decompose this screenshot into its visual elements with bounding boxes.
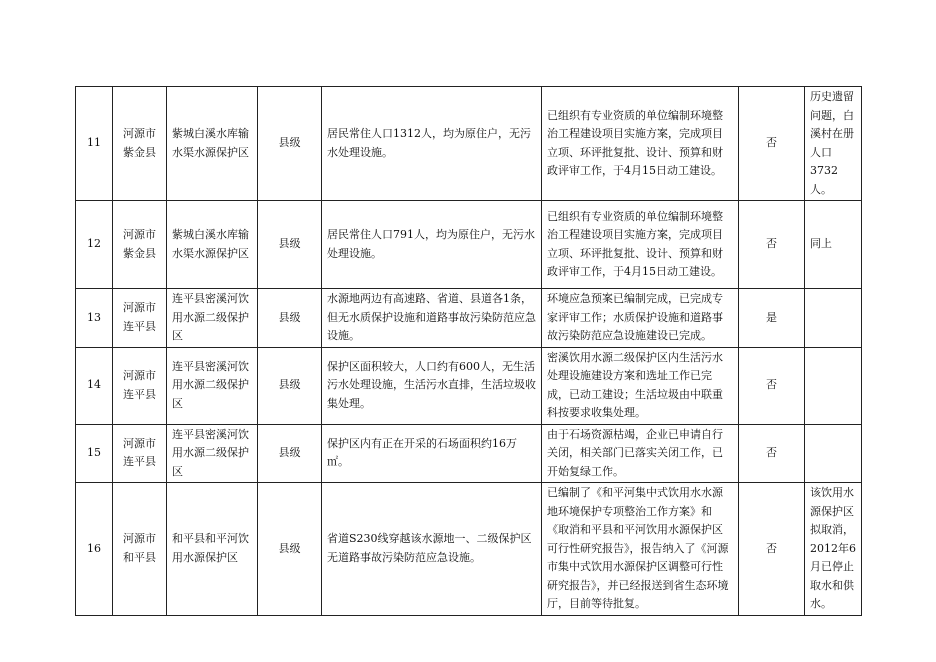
city-county: 河源市连平县 bbox=[113, 347, 167, 424]
completed-flag: 否 bbox=[739, 201, 805, 289]
area-level: 县级 bbox=[258, 483, 322, 616]
remediation-progress: 环境应急预案已编制完成，已完成专家评审工作；水质保护设施和道路事故污染防范应急设施建设已完成。 bbox=[542, 289, 739, 348]
remediation-progress: 已组织有专业资质的单位编制环境整治工程建设项目实施方案，完成项目立项、环评批复批、设计、预算和财政评审工作，于4月15日动工建设。 bbox=[542, 87, 739, 201]
water-source-area: 连平县密溪河饮用水源二级保护区 bbox=[167, 289, 258, 348]
problem-description: 水源地两边有高速路、省道、县道各1条，但无水质保护设施和道路事故污染防范应急设施。 bbox=[322, 289, 542, 348]
remarks bbox=[805, 289, 862, 348]
problem-description: 省道S230线穿越该水源地一、二级保护区无道路事故污染防范应急设施。 bbox=[322, 483, 542, 616]
completed-flag: 是 bbox=[739, 289, 805, 348]
row-number: 13 bbox=[76, 289, 113, 348]
city-county: 河源市连平县 bbox=[113, 289, 167, 348]
city-county: 河源市和平县 bbox=[113, 483, 167, 616]
water-source-area: 连平县密溪河饮用水源二级保护区 bbox=[167, 347, 258, 424]
water-source-area: 紫城白溪水库输水渠水源保护区 bbox=[167, 87, 258, 201]
table-row bbox=[76, 483, 862, 616]
table-row bbox=[76, 347, 862, 424]
table-row bbox=[76, 87, 862, 201]
remediation-progress: 已编制了《和平河集中式饮用水水源地环境保护专项整治工作方案》和《取消和平县和平河饮用水源保护区可行性研究报告》，报告纳入了《河源市集中式饮用水源保护区调整可行性研究报告》，并已经报送到省生态环境厅，目前等待批复。 bbox=[542, 483, 739, 616]
row-number: 11 bbox=[76, 87, 113, 201]
row-number: 12 bbox=[76, 201, 113, 289]
table-row bbox=[76, 201, 862, 289]
table-row bbox=[76, 289, 862, 348]
remediation-progress: 密溪饮用水源二级保护区内生活污水处理设施建设方案和选址工作已完成，已动工建设；生活垃圾由中联重科按要求收集处理。 bbox=[542, 347, 739, 424]
city-county: 河源市紫金县 bbox=[113, 201, 167, 289]
area-level: 县级 bbox=[258, 289, 322, 348]
completed-flag: 否 bbox=[739, 87, 805, 201]
area-level: 县级 bbox=[258, 201, 322, 289]
table-row bbox=[76, 424, 862, 483]
completed-flag: 否 bbox=[739, 424, 805, 483]
city-county: 河源市连平县 bbox=[113, 424, 167, 483]
area-level: 县级 bbox=[258, 87, 322, 201]
area-level: 县级 bbox=[258, 424, 322, 483]
remediation-progress: 已组织有专业资质的单位编制环境整治工程建设项目实施方案，完成项目立项、环评批复批、设计、预算和财政评审工作，于4月15日动工建设。 bbox=[542, 201, 739, 289]
remarks bbox=[805, 347, 862, 424]
row-number: 15 bbox=[76, 424, 113, 483]
water-source-area: 和平县和平河饮用水源保护区 bbox=[167, 483, 258, 616]
problem-description: 保护区内有正在开采的石场面积约16万㎡。 bbox=[322, 424, 542, 483]
remarks bbox=[805, 424, 862, 483]
problem-description: 居民常住人口791人，均为原住户，无污水处理设施。 bbox=[322, 201, 542, 289]
water-source-area: 连平县密溪河饮用水源二级保护区 bbox=[167, 424, 258, 483]
water-source-area: 紫城白溪水库输水渠水源保护区 bbox=[167, 201, 258, 289]
remediation-progress: 由于石场资源枯竭，企业已申请自行关闭，相关部门已落实关闭工作，已开始复绿工作。 bbox=[542, 424, 739, 483]
remarks: 历史遗留问题，白溪村在册人口3732人。 bbox=[805, 87, 862, 201]
problem-description: 居民常住人口1312人，均为原住户，无污水处理设施。 bbox=[322, 87, 542, 201]
area-level: 县级 bbox=[258, 347, 322, 424]
row-number: 16 bbox=[76, 483, 113, 616]
completed-flag: 否 bbox=[739, 483, 805, 616]
remarks: 同上 bbox=[805, 201, 862, 289]
city-county: 河源市紫金县 bbox=[113, 87, 167, 201]
remarks: 该饮用水源保护区拟取消，2012年6月已停止取水和供水。 bbox=[805, 483, 862, 616]
problem-description: 保护区面积较大，人口约有600人，无生活污水处理设施，生活污水直排，生活垃圾收集处理。 bbox=[322, 347, 542, 424]
row-number: 14 bbox=[76, 347, 113, 424]
remediation-table bbox=[75, 86, 862, 616]
completed-flag: 否 bbox=[739, 347, 805, 424]
